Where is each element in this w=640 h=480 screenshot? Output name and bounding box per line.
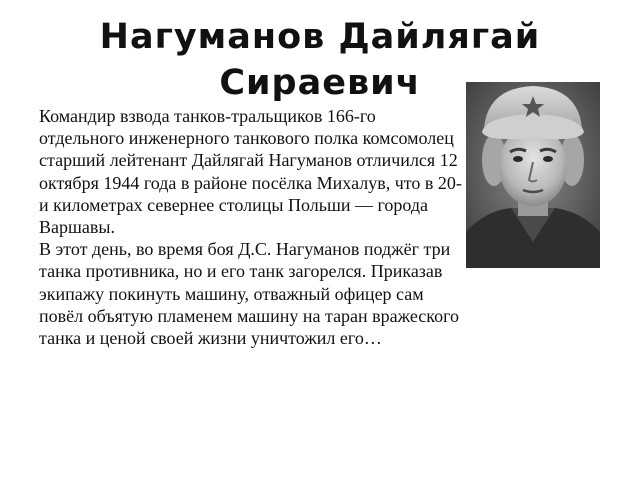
biography-text bbox=[39, 105, 464, 349]
paragraph-2: В этот день, во время боя Д.С. Нагуманов поджёг три танка противника, но и его танк загорелся. Приказав экипажу покинуть машину, отважный офицер сам повёл объятую пламенем машину на таран вражеского танка и ценой своей жизни уничтожил его… bbox=[39, 239, 460, 349]
paragraph-1: Командир взвода танков-тральщиков 166-го отдельного инженерного танкового полка комсомолец старший лейтенант Дайлягай Нагуманов отличился 12 октября 1944 года в районе посёлка Михалув, что в 20-и километрах севернее столицы Польши — города Варшавы. bbox=[39, 106, 462, 238]
portrait-photo bbox=[466, 82, 600, 268]
page-title: Нагуманов Дайлягай Сираевич bbox=[99, 17, 541, 103]
